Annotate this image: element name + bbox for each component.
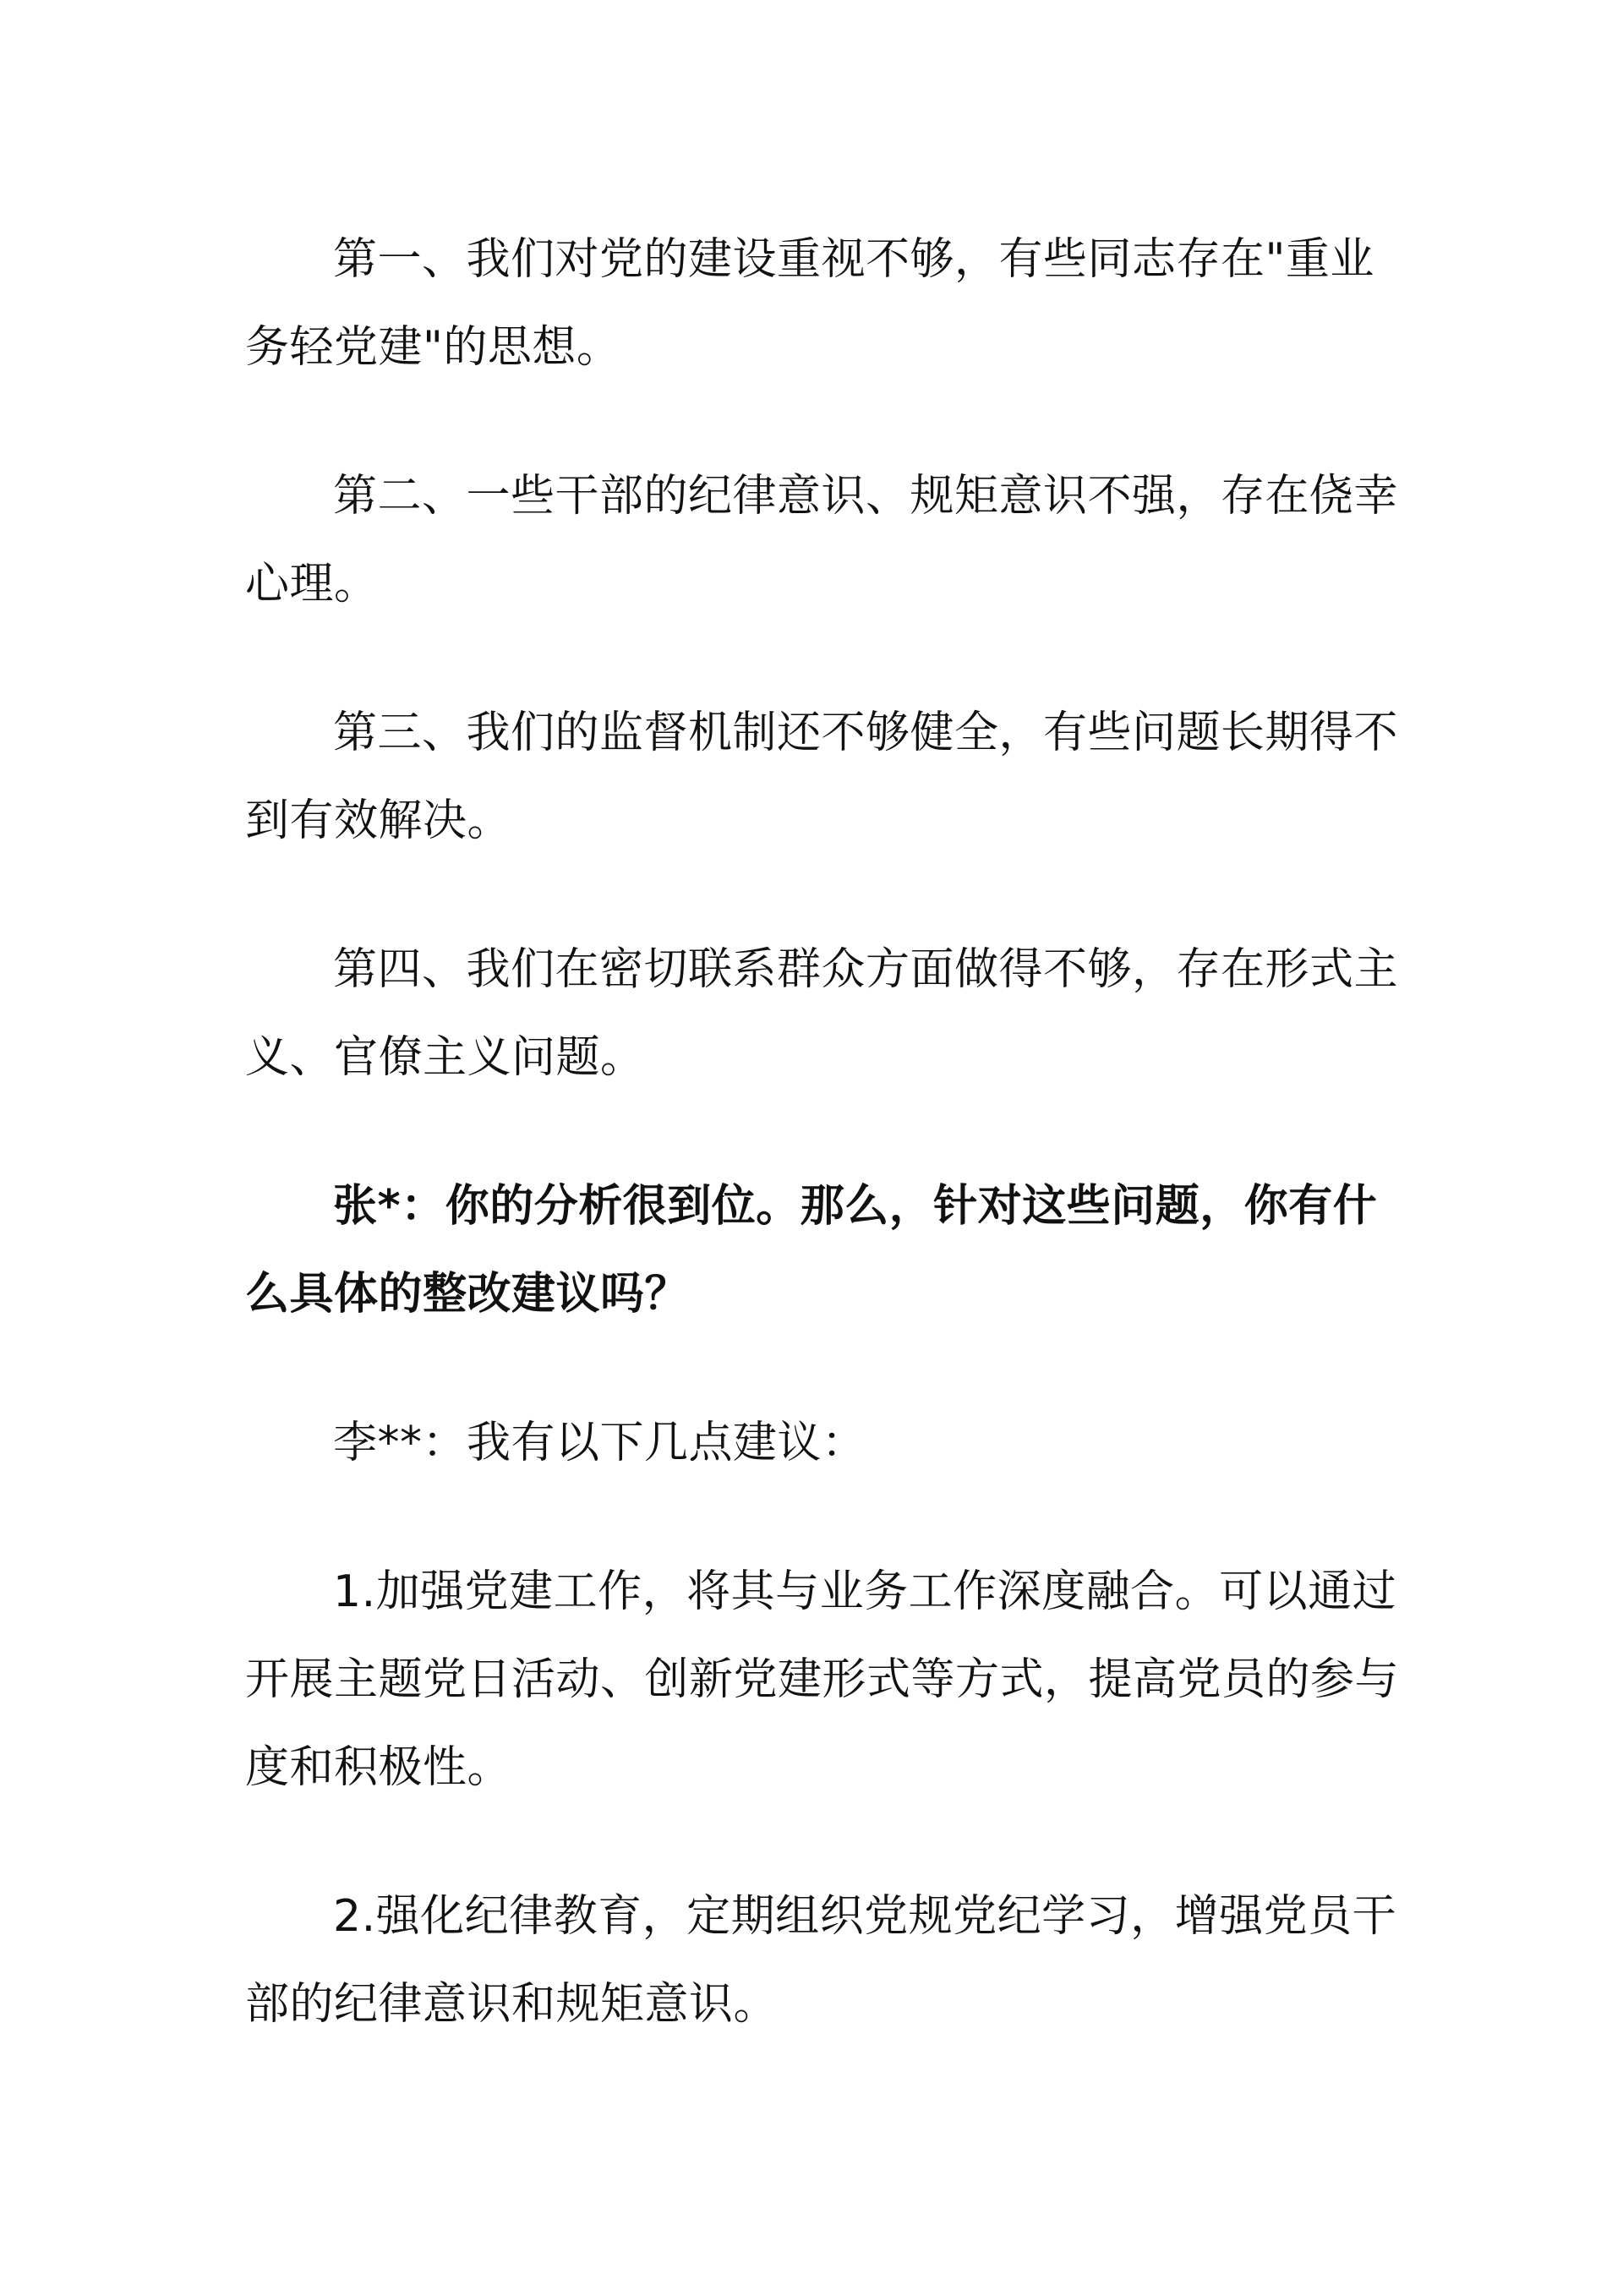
paragraph-point-one: 第一、我们对党的建设重视不够，有些同志存在"重业务轻党建"的思想。: [245, 234, 1374, 373]
document-page: [245, 216, 1403, 2109]
paragraph-point-two: 第二、一些干部的纪律意识、规矩意识不强，存在侥幸心理。: [245, 471, 1399, 610]
paragraph-suggestion-two: 2.强化纪律教育，定期组织党规党纪学习，增强党员干部的纪律意识和规矩意识。: [245, 1891, 1397, 2030]
paragraph-suggestion-one: 1.加强党建工作，将其与业务工作深度融合。可以通过开展主题党日活动、创新党建形式等方式，提高党员的参与度和积极性。: [245, 1566, 1400, 1793]
paragraph-zhang-question: 张*：你的分析很到位。那么，针对这些问题，你有什么具体的整改建议吗？: [245, 1181, 1378, 1320]
paragraph-point-three: 第三、我们的监督机制还不够健全，有些问题长期得不到有效解决。: [245, 708, 1399, 846]
paragraph-li-reply: 李**：我有以下几点建议：: [333, 1418, 866, 1468]
paragraph-point-four: 第四、我们在密切联系群众方面做得不够，存在形式主义、官僚主义问题。: [245, 944, 1399, 1083]
